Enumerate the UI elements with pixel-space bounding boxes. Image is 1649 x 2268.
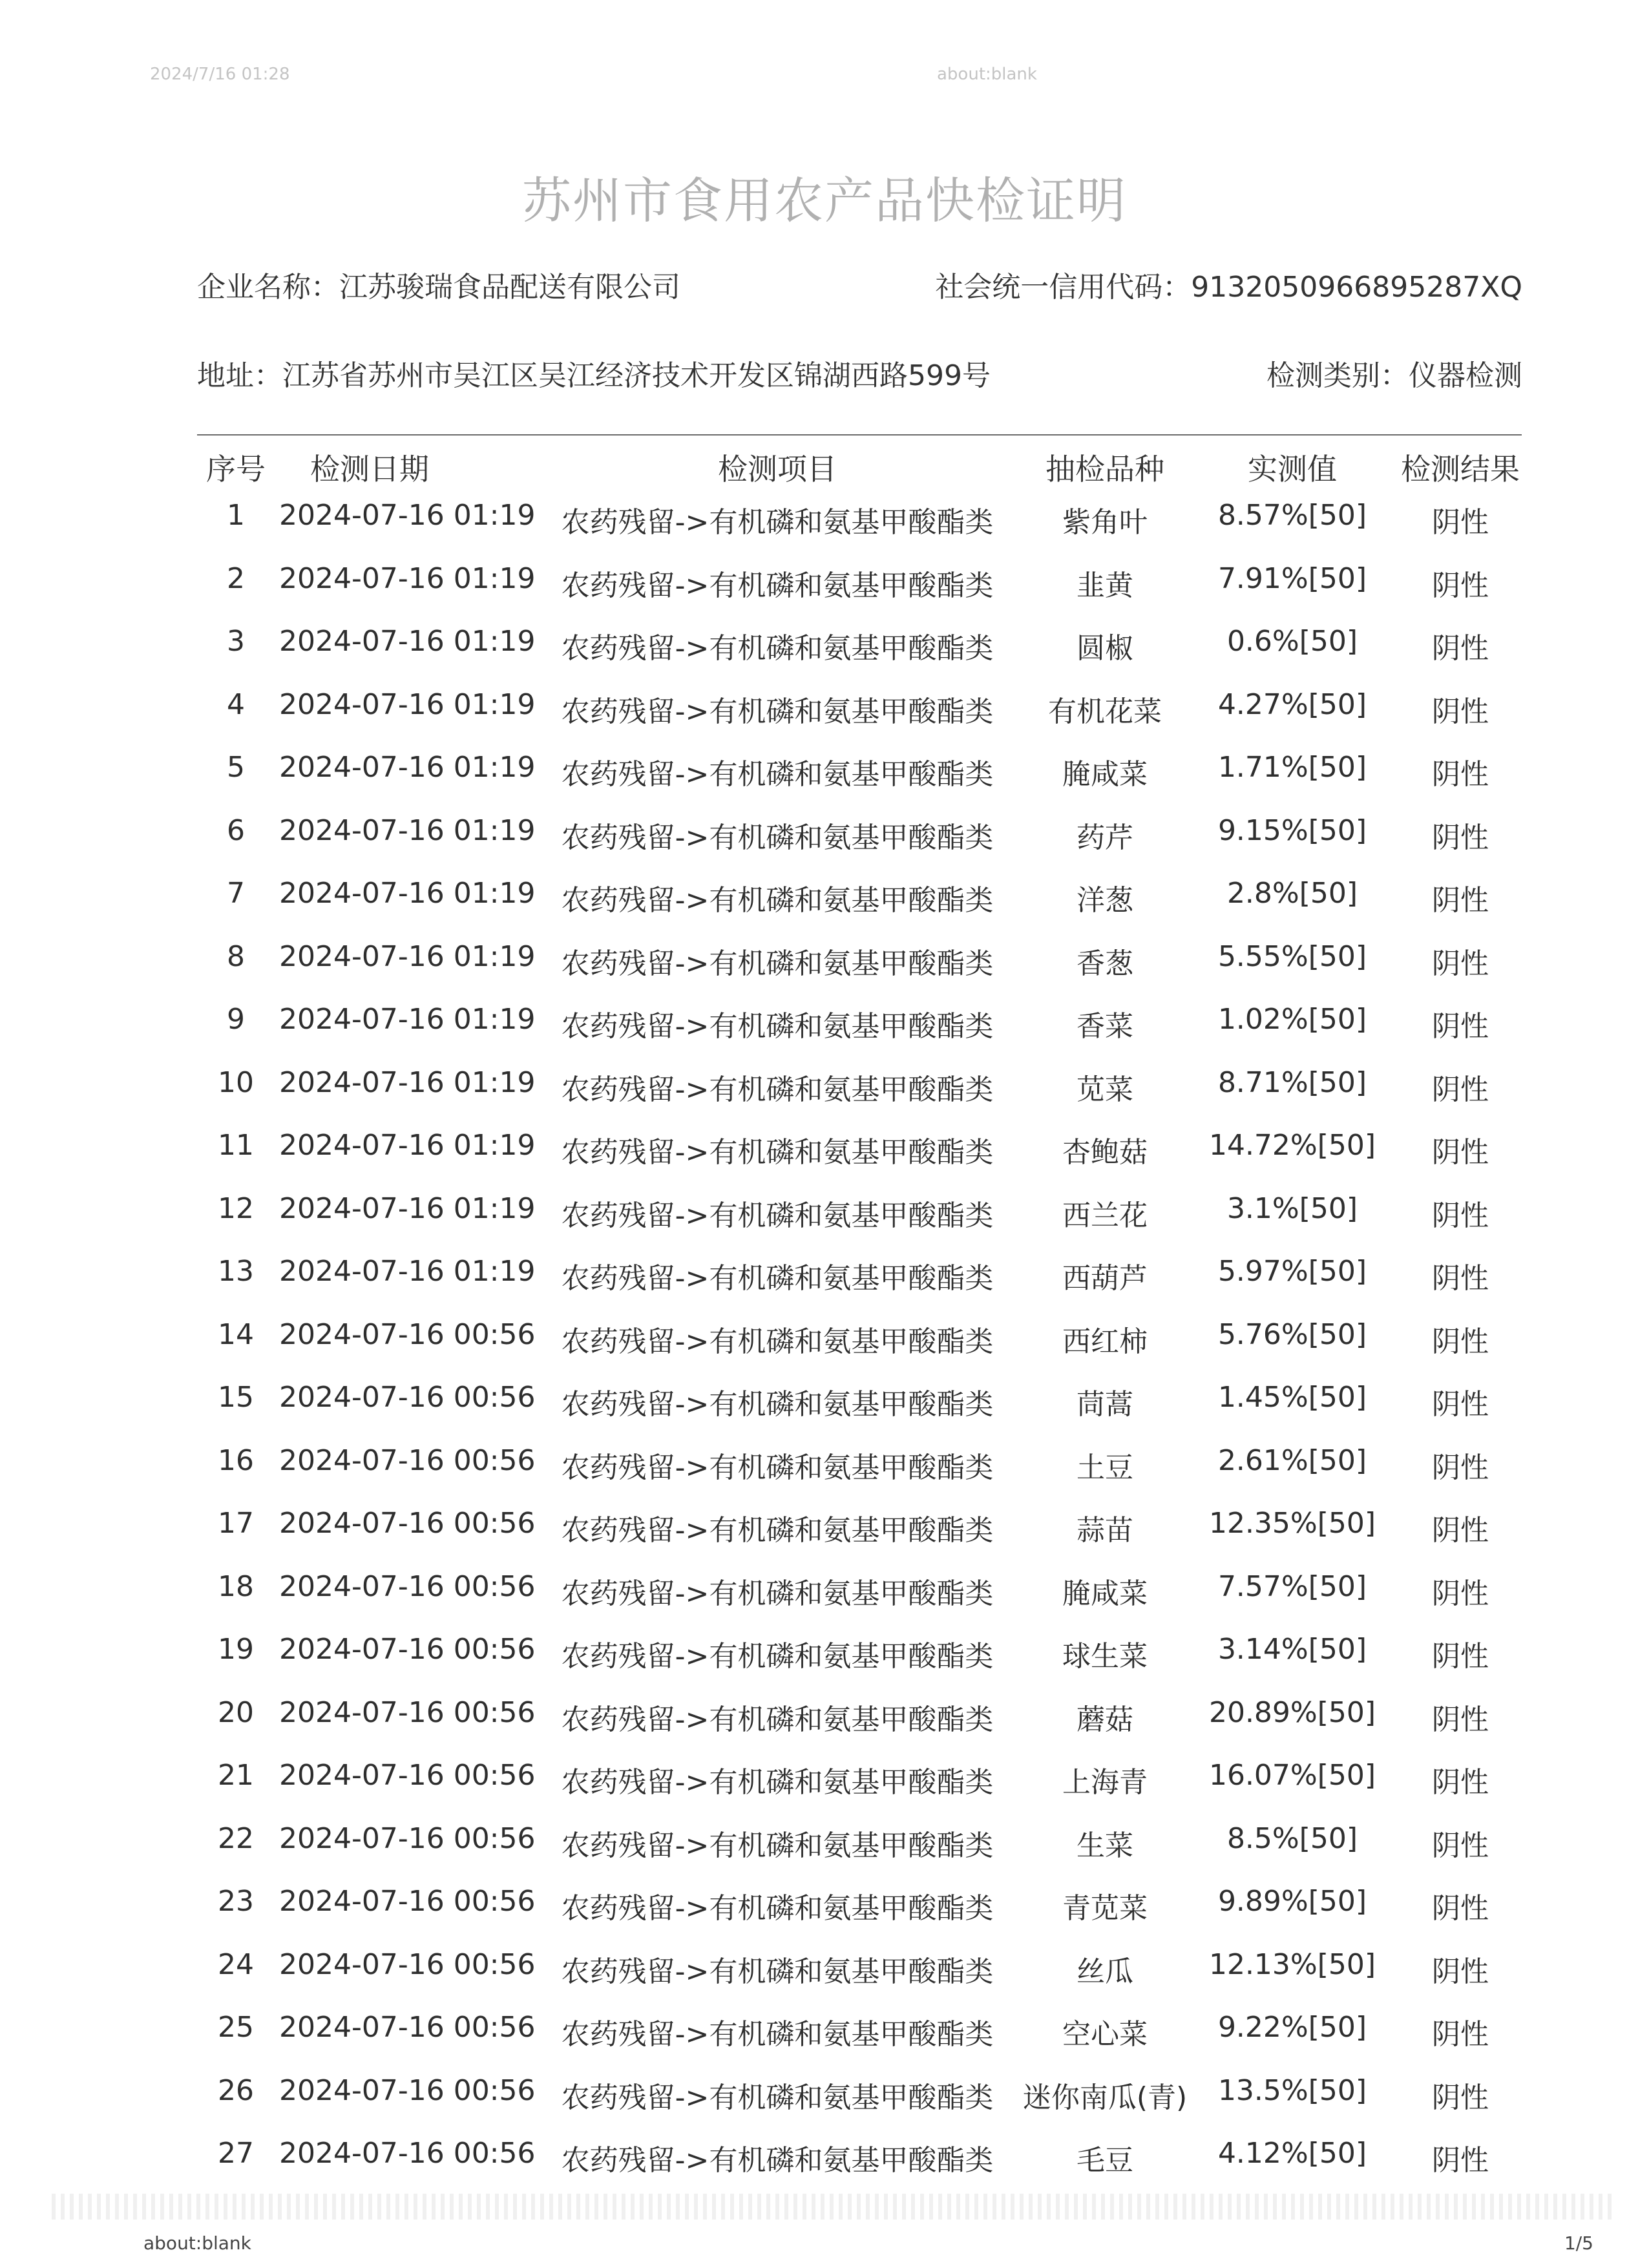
cell-seq: 20 [218, 1696, 254, 1729]
cell-variety: 香葱 [1077, 947, 1133, 980]
cell-item: 农药残留->有机磷和氨基甲酸酯类 [561, 695, 994, 728]
cell-value: 1.45%[50] [1217, 1381, 1367, 1414]
cell-item: 农药残留->有机磷和氨基甲酸酯类 [561, 1514, 994, 1547]
table-row [0, 625, 1649, 688]
page-number: 1/5 [1564, 2232, 1593, 2254]
table-row [0, 1570, 1649, 1633]
test-type: 检测类别：仪器检测 [1266, 359, 1522, 392]
cell-value: 20.89%[50] [1208, 1696, 1376, 1729]
cell-seq: 22 [218, 1822, 254, 1855]
table-row [0, 1192, 1649, 1255]
table-row [0, 751, 1649, 814]
table-row [0, 562, 1649, 625]
cell-result: 阴性 [1432, 884, 1489, 917]
table-row [0, 1759, 1649, 1822]
cell-date: 2024-07-16 00:56 [279, 1633, 536, 1666]
cell-result: 阴性 [1432, 1577, 1489, 1610]
cell-item: 农药残留->有机磷和氨基甲酸酯类 [561, 1073, 994, 1106]
cell-value: 5.55%[50] [1217, 940, 1367, 973]
table-row [0, 1444, 1649, 1507]
table-row [0, 940, 1649, 1003]
cell-value: 4.27%[50] [1217, 688, 1367, 721]
cell-item: 农药残留->有机磷和氨基甲酸酯类 [561, 1010, 994, 1043]
cell-variety: 韭黄 [1077, 569, 1133, 602]
cell-date: 2024-07-16 00:56 [279, 1507, 536, 1540]
cell-value: 2.61%[50] [1217, 1444, 1367, 1477]
col-header-value: 实测值 [1248, 452, 1337, 487]
cell-result: 阴性 [1432, 1703, 1489, 1736]
table-row [0, 1633, 1649, 1696]
cell-date: 2024-07-16 00:56 [279, 2137, 536, 2170]
cell-result: 阴性 [1432, 1325, 1489, 1358]
cell-value: 8.5%[50] [1226, 1822, 1358, 1855]
cell-variety: 上海青 [1062, 1766, 1148, 1799]
cell-result: 阴性 [1432, 1010, 1489, 1043]
cell-variety: 西红柿 [1062, 1325, 1148, 1358]
cell-date: 2024-07-16 01:19 [279, 1066, 536, 1099]
cell-seq: 23 [218, 1885, 254, 1918]
cell-result: 阴性 [1432, 569, 1489, 602]
cell-variety: 空心菜 [1062, 2018, 1148, 2051]
table-row [0, 1822, 1649, 1885]
cell-item: 农药残留->有机磷和氨基甲酸酯类 [561, 1703, 994, 1736]
cell-item: 农药残留->有机磷和氨基甲酸酯类 [561, 1451, 994, 1484]
cell-value: 9.22%[50] [1217, 2011, 1367, 2044]
cell-value: 0.6%[50] [1226, 625, 1358, 658]
header-divider [197, 434, 1522, 436]
credit-code: 社会统一信用代码：913205096689528​7XQ [935, 271, 1522, 304]
cell-variety: 杏鲍菇 [1062, 1136, 1148, 1169]
cell-date: 2024-07-16 00:56 [279, 1696, 536, 1729]
cell-result: 阴性 [1432, 1766, 1489, 1799]
cell-date: 2024-07-16 00:56 [279, 1759, 536, 1792]
cell-item: 农药残留->有机磷和氨基甲酸酯类 [561, 569, 994, 602]
table-row [0, 1948, 1649, 2011]
cell-item: 农药残留->有机磷和氨基甲酸酯类 [561, 1136, 994, 1169]
cell-result: 阴性 [1432, 1136, 1489, 1169]
col-header-variety: 抽检品种 [1045, 452, 1164, 487]
cell-date: 2024-07-16 00:56 [279, 1822, 536, 1855]
cell-seq: 4 [227, 688, 245, 721]
cell-result: 阴性 [1432, 758, 1489, 791]
cell-result: 阴性 [1432, 1640, 1489, 1673]
cell-result: 阴性 [1432, 695, 1489, 728]
cell-result: 阴性 [1432, 947, 1489, 980]
cell-seq: 2 [227, 562, 245, 595]
cell-value: 9.89%[50] [1217, 1885, 1367, 1918]
cell-variety: 香菜 [1077, 1010, 1133, 1043]
cell-date: 2024-07-16 00:56 [279, 1948, 536, 1981]
cell-seq: 27 [218, 2137, 254, 2170]
cell-variety: 圆椒 [1077, 632, 1133, 665]
cell-value: 5.97%[50] [1217, 1255, 1367, 1288]
cell-value: 14.72%[50] [1208, 1129, 1376, 1162]
table-row [0, 688, 1649, 751]
results-table [0, 446, 1649, 2200]
cell-item: 农药残留->有机磷和氨基甲酸酯类 [561, 1892, 994, 1925]
table-row [0, 499, 1649, 562]
print-url: about:blank [937, 65, 1037, 84]
cell-value: 8.57%[50] [1217, 499, 1367, 532]
cell-variety: 毛豆 [1077, 2144, 1133, 2177]
table-body [0, 499, 1649, 2200]
cell-result: 阴性 [1432, 1073, 1489, 1106]
cell-seq: 9 [227, 1003, 245, 1036]
table-row [0, 1003, 1649, 1066]
cell-seq: 13 [218, 1255, 254, 1288]
cell-date: 2024-07-16 01:19 [279, 877, 536, 910]
cell-item: 农药残留->有机磷和氨基甲酸酯类 [561, 632, 994, 665]
table-row [0, 1318, 1649, 1381]
cell-value: 3.1%[50] [1226, 1192, 1358, 1225]
cell-value: 1.71%[50] [1217, 751, 1367, 784]
cell-item: 农药残留->有机磷和氨基甲酸酯类 [561, 1388, 994, 1421]
cell-item: 农药残留->有机磷和氨基甲酸酯类 [561, 506, 994, 539]
cell-date: 2024-07-16 01:19 [279, 562, 536, 595]
cell-value: 16.07%[50] [1208, 1759, 1376, 1792]
cell-item: 农药残留->有机磷和氨基甲酸酯类 [561, 947, 994, 980]
cell-date: 2024-07-16 01:19 [279, 940, 536, 973]
cell-date: 2024-07-16 01:19 [279, 499, 536, 532]
cell-variety: 腌咸菜 [1062, 758, 1148, 791]
cell-item: 农药残留->有机磷和氨基甲酸酯类 [561, 2081, 994, 2114]
cell-date: 2024-07-16 01:19 [279, 814, 536, 847]
cell-result: 阴性 [1432, 1388, 1489, 1421]
cell-variety: 球生菜 [1062, 1640, 1148, 1673]
cell-date: 2024-07-16 01:19 [279, 1255, 536, 1288]
cell-seq: 15 [218, 1381, 254, 1414]
cell-item: 农药残留->有机磷和氨基甲酸酯类 [561, 1577, 994, 1610]
cell-value: 13.5%[50] [1217, 2074, 1367, 2107]
scan-artifact [52, 2194, 1615, 2220]
cell-item: 农药残留->有机磷和氨基甲酸酯类 [561, 821, 994, 854]
cell-result: 阴性 [1432, 1199, 1489, 1232]
cell-item: 农药残留->有机磷和氨基甲酸酯类 [561, 1955, 994, 1988]
cell-value: 12.13%[50] [1208, 1948, 1376, 1981]
address: 地址：江苏省苏州市吴江区吴江经济技术开发区锦湖西路599号 [197, 359, 991, 392]
col-header-result: 检测结果 [1401, 452, 1520, 487]
cell-date: 2024-07-16 00:56 [279, 1381, 536, 1414]
cell-value: 1.02%[50] [1217, 1003, 1367, 1036]
cell-variety: 苋菜 [1077, 1073, 1133, 1106]
cell-result: 阴性 [1432, 1829, 1489, 1862]
cell-seq: 24 [218, 1948, 254, 1981]
cell-result: 阴性 [1432, 632, 1489, 665]
cell-item: 农药残留->有机磷和氨基甲酸酯类 [561, 1325, 994, 1358]
cell-result: 阴性 [1432, 1514, 1489, 1547]
cell-value: 12.35%[50] [1208, 1507, 1376, 1540]
cell-result: 阴性 [1432, 2144, 1489, 2177]
table-row [0, 1066, 1649, 1129]
table-row [0, 1129, 1649, 1192]
cell-variety: 迷你南瓜(青) [1022, 2081, 1188, 2114]
print-datetime: 2024/7/16 01:28 [150, 65, 290, 84]
cell-seq: 14 [218, 1318, 254, 1351]
cell-seq: 19 [218, 1633, 254, 1666]
table-row [0, 1885, 1649, 1948]
cell-date: 2024-07-16 01:19 [279, 1129, 536, 1162]
cell-variety: 丝瓜 [1077, 1955, 1133, 1988]
table-row [0, 1255, 1649, 1318]
col-header-seq: 序号 [206, 452, 266, 487]
table-row [0, 2137, 1649, 2200]
cell-variety: 有机花菜 [1048, 695, 1162, 728]
table-row [0, 2074, 1649, 2137]
cell-result: 阴性 [1432, 506, 1489, 539]
cell-item: 农药残留->有机磷和氨基甲酸酯类 [561, 2018, 994, 2051]
cell-item: 农药残留->有机磷和氨基甲酸酯类 [561, 1199, 994, 1232]
cell-variety: 药芹 [1077, 821, 1133, 854]
cell-variety: 紫角叶 [1062, 506, 1148, 539]
cell-result: 阴性 [1432, 1892, 1489, 1925]
col-header-item: 检测项目 [718, 452, 837, 487]
footer-url: about:blank [143, 2232, 251, 2254]
cell-seq: 8 [227, 940, 245, 973]
cell-seq: 11 [218, 1129, 254, 1162]
cell-seq: 3 [227, 625, 245, 658]
table-row [0, 1507, 1649, 1570]
document-title: 苏州市食用农产品快检证明 [522, 172, 1127, 229]
cell-item: 农药残留->有机磷和氨基甲酸酯类 [561, 1640, 994, 1673]
cell-date: 2024-07-16 01:19 [279, 625, 536, 658]
table-row [0, 2011, 1649, 2074]
cell-date: 2024-07-16 00:56 [279, 1318, 536, 1351]
cell-value: 3.14%[50] [1217, 1633, 1367, 1666]
cell-seq: 5 [227, 751, 245, 784]
cell-date: 2024-07-16 01:19 [279, 1192, 536, 1225]
cell-value: 2.8%[50] [1226, 877, 1358, 910]
cell-seq: 21 [218, 1759, 254, 1792]
cell-result: 阴性 [1432, 1262, 1489, 1295]
cell-variety: 腌咸菜 [1062, 1577, 1148, 1610]
cell-result: 阴性 [1432, 1451, 1489, 1484]
table-header-row [0, 446, 1649, 499]
cell-seq: 17 [218, 1507, 254, 1540]
cell-result: 阴性 [1432, 1955, 1489, 1988]
cell-seq: 16 [218, 1444, 254, 1477]
cell-date: 2024-07-16 00:56 [279, 2074, 536, 2107]
cell-value: 7.91%[50] [1217, 562, 1367, 595]
cell-value: 5.76%[50] [1217, 1318, 1367, 1351]
cell-seq: 7 [227, 877, 245, 910]
table-row [0, 1696, 1649, 1759]
cell-date: 2024-07-16 00:56 [279, 1444, 536, 1477]
cell-variety: 茼蒿 [1077, 1388, 1133, 1421]
table-row [0, 1381, 1649, 1444]
cell-seq: 6 [227, 814, 245, 847]
cell-item: 农药残留->有机磷和氨基甲酸酯类 [561, 1262, 994, 1295]
cell-item: 农药残留->有机磷和氨基甲酸酯类 [561, 758, 994, 791]
cell-seq: 25 [218, 2011, 254, 2044]
cell-date: 2024-07-16 00:56 [279, 1570, 536, 1603]
cell-item: 农药残留->有机磷和氨基甲酸酯类 [561, 2144, 994, 2177]
cell-variety: 蒜苗 [1077, 1514, 1133, 1547]
cell-item: 农药残留->有机磷和氨基甲酸酯类 [561, 884, 994, 917]
cell-date: 2024-07-16 00:56 [279, 1885, 536, 1918]
cell-value: 8.71%[50] [1217, 1066, 1367, 1099]
cell-seq: 18 [218, 1570, 254, 1603]
cell-item: 农药残留->有机磷和氨基甲酸酯类 [561, 1766, 994, 1799]
table-row [0, 877, 1649, 940]
cell-value: 4.12%[50] [1217, 2137, 1367, 2170]
cell-date: 2024-07-16 01:19 [279, 751, 536, 784]
cell-seq: 26 [218, 2074, 254, 2107]
cell-seq: 1 [227, 499, 245, 532]
col-header-date: 检测日期 [310, 452, 429, 487]
cell-variety: 土豆 [1077, 1451, 1133, 1484]
cell-variety: 青苋菜 [1062, 1892, 1148, 1925]
cell-result: 阴性 [1432, 2018, 1489, 2051]
cell-date: 2024-07-16 01:19 [279, 688, 536, 721]
cell-value: 7.57%[50] [1217, 1570, 1367, 1603]
cell-variety: 西葫芦 [1062, 1262, 1148, 1295]
table-row [0, 814, 1649, 877]
cell-variety: 蘑菇 [1077, 1703, 1133, 1736]
cell-date: 2024-07-16 01:19 [279, 1003, 536, 1036]
cell-seq: 12 [218, 1192, 254, 1225]
cell-result: 阴性 [1432, 2081, 1489, 2114]
cell-variety: 西兰花 [1062, 1199, 1148, 1232]
cell-variety: 生菜 [1077, 1829, 1133, 1862]
cell-seq: 10 [218, 1066, 254, 1099]
company-name: 企业名称：江苏骏瑞食品配送有限公司 [197, 271, 680, 304]
cell-date: 2024-07-16 00:56 [279, 2011, 536, 2044]
cell-variety: 洋葱 [1077, 884, 1133, 917]
cell-result: 阴性 [1432, 821, 1489, 854]
cell-item: 农药残留->有机磷和氨基甲酸酯类 [561, 1829, 994, 1862]
cell-value: 9.15%[50] [1217, 814, 1367, 847]
